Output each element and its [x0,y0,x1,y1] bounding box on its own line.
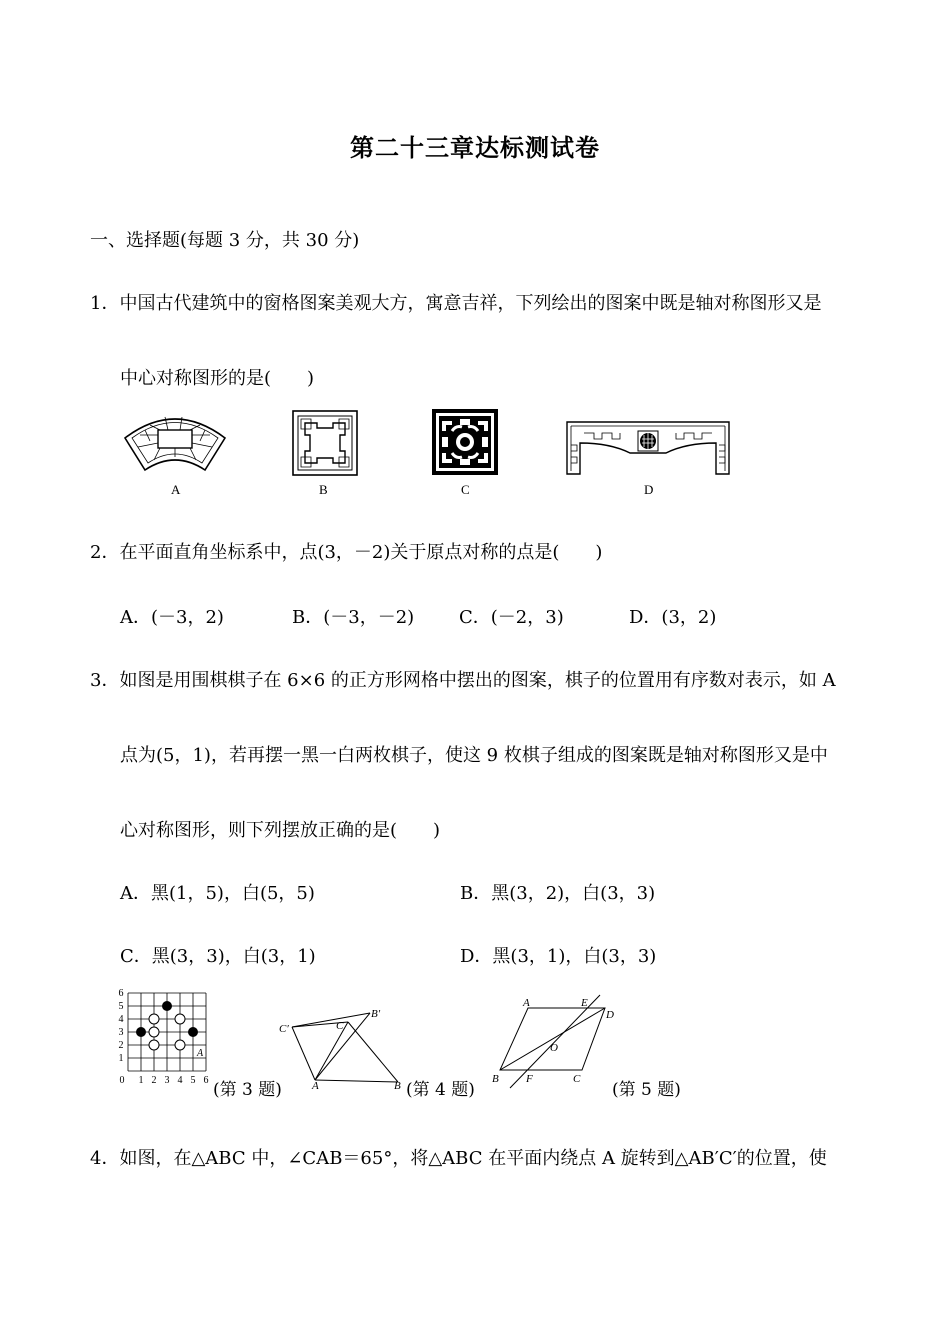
label-d: D [606,1009,614,1021]
question-3-line-3: 心对称图形，则下列摆放正确的是( ) [120,820,441,841]
question-3-option-a: A．黑(1，5)，白(5，5) [120,883,315,904]
parallelogram-figure [488,993,623,1096]
label-c-prime: C′ [279,1023,289,1035]
label-b-prime: B′ [371,1008,381,1020]
grid-x-tick-2: 2 [151,1075,157,1086]
figure-4-caption: (第 4 题) [406,1080,475,1100]
rotated-triangle-figure [278,1005,408,1095]
figure-label-d: D [644,482,654,497]
grid-x-tick-1: 1 [138,1075,144,1086]
black-stone [162,1001,172,1011]
label-o: O [550,1042,558,1054]
label-b: B [394,1080,401,1090]
grid-y-tick-6: 6 [118,988,124,999]
window-pattern-b-figure [291,409,359,482]
label-a: A [312,1080,319,1090]
grid-x-tick-4: 4 [177,1075,183,1086]
grid-x-tick-5: 5 [190,1075,196,1086]
window-pattern-c-figure [432,409,498,480]
grid-y-tick-5: 5 [118,1001,124,1012]
label-f: F [526,1073,533,1085]
figure-3-caption: (第 3 题) [213,1080,282,1100]
question-3-line-1: 3．如图是用围棋棋子在 6×6 的正方形网格中摆出的图案，棋子的位置用有序数对表示，如 A [90,670,836,691]
question-2-stem: 2．在平面直角坐标系中，点(3，－2)关于原点对称的点是( ) [90,542,603,563]
go-board-grid-figure [114,985,219,1095]
label-a: A [523,997,530,1009]
white-stone [149,1014,159,1024]
grid-y-tick-1: 1 [118,1053,124,1064]
white-stone [149,1040,159,1050]
question-1-line-2: 中心对称图形的是( ) [120,368,315,389]
question-3-option-b: B．黑(3，2)，白(3，3) [460,883,656,904]
question-2-option-d: D．(3，2) [629,607,717,628]
page-title: 第二十三章达标测试卷 [350,133,600,162]
grid-y-tick-2: 2 [118,1040,124,1051]
figure-label-b: B [319,482,328,497]
grid-x-tick-6: 6 [203,1075,209,1086]
question-3-option-c: C．黑(3，3)，白(3，1) [120,946,316,967]
black-stone [136,1027,146,1037]
question-3-line-2: 点为(5，1)，若再摆一黑一白两枚棋子，使这 9 枚棋子组成的图案既是轴对称图形又是中 [120,745,828,766]
label-c: C [336,1020,344,1032]
window-pattern-a-figure [120,405,230,485]
question-4-line-1: 4．如图，在△ABC 中，∠CAB＝65°，将△ABC 在平面内绕点 A 旋转到△AB′C′的位置，使 [90,1148,827,1169]
figure-label-a: A [171,482,181,497]
grid-y-tick-4: 4 [118,1014,124,1025]
grid-x-tick-3: 3 [164,1075,170,1086]
question-2-option-b: B．(－3，－2) [292,607,415,628]
question-3-option-d: D．黑(3，1)，白(3，3) [460,946,657,967]
label-e: E [581,997,588,1009]
white-stone [149,1027,159,1037]
section-heading-choice: 一、选择题(每题 3 分，共 30 分) [90,230,360,251]
question-2-option-a: A．(－3，2) [120,607,224,628]
grid-point-a-label: A [196,1048,204,1059]
question-1-line-1: 1．中国古代建筑中的窗格图案美观大方，寓意吉祥，下列绘出的图案中既是轴对称图形又是 [90,293,822,314]
figure-label-c: C [461,482,470,497]
black-stone [188,1027,198,1037]
white-stone [175,1040,185,1050]
question-2-option-c: C．(－2，3) [459,607,564,628]
white-stone [175,1014,185,1024]
window-pattern-d-figure [566,421,730,481]
grid-x-tick-0: 0 [119,1075,125,1086]
figure-5-caption: (第 5 题) [612,1080,681,1100]
label-c: C [573,1073,581,1085]
label-b: B [492,1073,499,1085]
grid-y-tick-3: 3 [118,1027,124,1038]
